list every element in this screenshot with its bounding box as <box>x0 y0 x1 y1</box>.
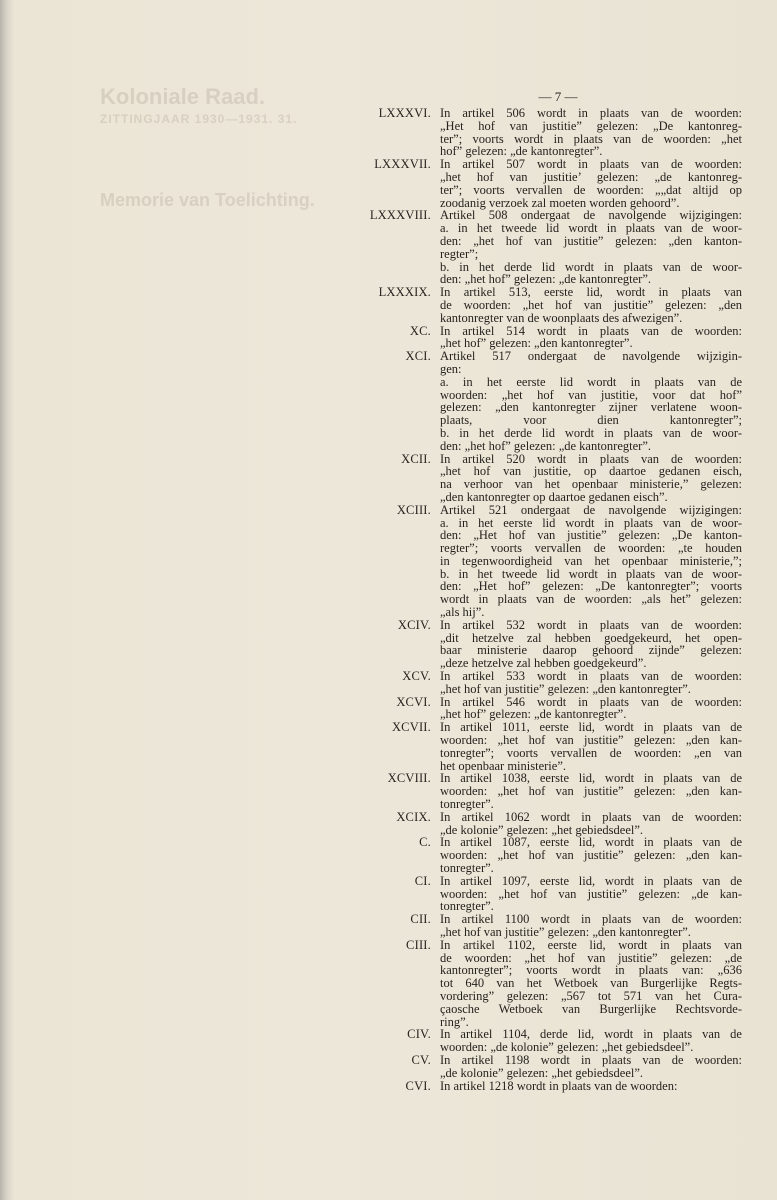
article-text <box>440 939 742 1029</box>
article-numeral: CIV. <box>407 1027 431 1042</box>
article-text-line: çaosche Wetboek van Burgerlijke Rechtsvorde- <box>440 1001 742 1016</box>
article-text <box>440 325 742 351</box>
article-numeral: CII. <box>410 912 431 927</box>
article-text-line: woorden: „het hof van justitie” gelezen: „den kan- <box>440 784 742 799</box>
article-text-line: ring”. <box>440 1014 469 1029</box>
article-entry <box>352 875 742 913</box>
article-entry <box>352 1054 742 1080</box>
article-text-line: zoodanig verzoek zal moeten worden gehoord”. <box>440 195 680 210</box>
article-text-line: tonregter”. <box>440 861 494 876</box>
article-entry <box>352 158 742 209</box>
article-text-line: gen: <box>440 361 462 376</box>
article-text-line: In artikel 513, eerste lid, wordt in plaats van <box>440 285 742 300</box>
article-entry <box>352 209 742 286</box>
article-text-line: wordt in plaats van de woorden: „als het” gelezen: <box>440 592 742 607</box>
article-text-line: „het hof van justitie, op daartoe gedanen eisch, <box>440 464 742 479</box>
article-text <box>440 670 742 696</box>
article-text-line: b. in het derde lid wordt in plaats van de woor- <box>440 259 742 274</box>
article-text <box>440 913 742 939</box>
article-text-line: In artikel 1097, eerste lid, wordt in plaats van de <box>440 873 742 888</box>
article-text-line: In artikel 1062 wordt in plaats van de woorden: <box>440 809 742 824</box>
article-text-line: In artikel 546 wordt in plaats van de woorden: <box>440 694 742 709</box>
article-text <box>440 721 742 772</box>
article-text <box>440 619 742 670</box>
article-numeral: CVI. <box>405 1078 431 1093</box>
article-text-line: a. in het eerste lid wordt in plaats van de woor- <box>440 515 742 530</box>
article-text-line: In artikel 506 wordt in plaats van de woorden: <box>440 106 742 120</box>
article-text-line: In artikel 1038, eerste lid, wordt in plaats van de <box>440 771 742 786</box>
article-entry <box>352 1080 742 1093</box>
article-text <box>440 772 742 810</box>
article-text-line: „het hof van justitie’ gelezen: „de kantonreg- <box>440 169 742 184</box>
article-numeral: XC. <box>409 323 431 338</box>
article-text-line: hof” gelezen: „de kantonregter”. <box>440 144 603 159</box>
article-text-line: „deze hetzelve zal hebben goedgekeurd”. <box>440 656 647 671</box>
article-text <box>440 350 742 452</box>
article-text <box>440 1080 742 1093</box>
article-text-line: „de kolonie” gelezen: „het gebiedsdeel”. <box>440 822 644 837</box>
article-text-line: tonregter”; voorts vervallen de woorden: „en van <box>440 745 742 760</box>
article-list <box>352 107 742 1093</box>
article-text-line: a. in het eerste lid wordt in plaats van de <box>440 374 742 389</box>
article-text-line: woorden: „het hof van justitie, voor dat hof” <box>440 387 742 402</box>
article-text-line: woorden: „het hof van justitie” gelezen: „den kan- <box>440 848 742 863</box>
article-text-line: den: „Het hof van justitie” gelezen: „De kanton- <box>440 528 742 543</box>
article-numeral: XCI. <box>405 349 431 364</box>
article-numeral: CIII. <box>406 937 431 952</box>
article-text-line: In artikel 1087, eerste lid, wordt in plaats van de <box>440 835 742 850</box>
article-text-line: b. in het tweede lid wordt in plaats van de woor- <box>440 566 742 581</box>
article-text <box>440 836 742 874</box>
article-text-line: In artikel 1218 wordt in plaats van de woorden: <box>440 1078 678 1093</box>
article-text-line: In artikel 532 wordt in plaats van de woorden: <box>440 617 742 632</box>
article-numeral: CI. <box>414 873 431 888</box>
article-numeral: LXXXVI. <box>378 106 431 120</box>
article-text <box>440 1054 742 1080</box>
article-entry <box>352 772 742 810</box>
article-text-line: regter”; voorts vervallen de woorden: „te houden <box>440 541 742 556</box>
article-entry <box>352 670 742 696</box>
article-text-line: plaats, voor dien kantonregter”; <box>440 413 742 428</box>
article-numeral: XCVIII. <box>387 771 431 786</box>
article-text-line: In artikel 520 wordt in plaats van de woorden: <box>440 451 742 466</box>
article-text <box>440 286 742 324</box>
article-numeral: LXXXVIII. <box>369 208 431 223</box>
article-text-line: woorden: „het hof van justitie” gelezen: „den kan- <box>440 733 742 748</box>
article-numeral: XCVI. <box>396 694 431 709</box>
article-text-line: in tegenwoordigheid van het openbaar ministerie,”; <box>440 553 742 568</box>
ghost-header-memo: Memorie van Toelichting. <box>100 190 315 210</box>
article-text-line: a. in het tweede lid wordt in plaats van de woor- <box>440 221 742 236</box>
article-text-line: de woorden: „het hof van justitie” gelezen: „de <box>440 950 742 965</box>
article-text-line: In artikel 507 wordt in plaats van de woorden: <box>440 157 742 172</box>
article-entry <box>352 107 742 158</box>
article-text-line: kantonregter”; voorts wordt in plaats van: „636 <box>440 963 742 978</box>
article-text-line: tonregter”. <box>440 797 494 812</box>
article-text-line: vordering” gelezen: „567 tot 571 van het Cura- <box>440 988 742 1003</box>
ghost-header-title: Koloniale Raad. <box>100 84 266 109</box>
article-text-line: „het hof van justitie” gelezen: „den kantonregter”. <box>440 925 691 939</box>
article-numeral: LXXXIX. <box>378 285 431 300</box>
article-text-line: ter”; voorts vervallen de woorden: „„dat altijd op <box>440 182 742 197</box>
article-text-line: „de kolonie” gelezen: „het gebiedsdeel”. <box>440 1065 644 1080</box>
article-text <box>440 209 742 286</box>
article-entry <box>352 453 742 504</box>
article-text <box>440 504 742 619</box>
article-text-line: In artikel 533 wordt in plaats van de woorden: <box>440 669 742 684</box>
article-text-line: woorden: „de kolonie” gelezen: „het gebiedsdeel”. <box>440 1040 694 1055</box>
article-entry <box>352 1028 742 1054</box>
article-text <box>440 158 742 209</box>
article-text-line: „dit hetzelve zal hebben goedgekeurd, het open- <box>440 630 742 645</box>
article-text-line: „het hof” gelezen: „de kantonregter”. <box>440 707 627 722</box>
article-numeral: XCII. <box>401 451 431 466</box>
article-entry <box>352 696 742 722</box>
article-text-line: In artikel 1104, derde lid, wordt in plaats van de <box>440 1027 742 1042</box>
article-entry <box>352 350 742 452</box>
article-text-line: In artikel 1011, eerste lid, wordt in plaats van de <box>440 720 742 735</box>
article-numeral: XCIX. <box>396 809 431 824</box>
article-text-line: In artikel 1100 wordt in plaats van de woorden: <box>440 912 742 927</box>
article-text-line: na verhoor van het openbaar ministerie,” gelezen: <box>440 477 742 492</box>
article-text <box>440 107 742 158</box>
article-entry <box>352 939 742 1029</box>
article-text-line: den: „het hof van justitie” gelezen: „den kanton- <box>440 233 742 248</box>
article-text-line: In artikel 514 wordt in plaats van de woorden: <box>440 323 742 338</box>
article-text-line: tot 640 van het Wetboek van Burgerlijke Regts- <box>440 976 742 991</box>
article-text <box>440 696 742 722</box>
article-text <box>440 453 742 504</box>
article-text-line: „als hij”. <box>440 605 485 620</box>
article-text-line: Artikel 517 ondergaat de navolgende wijzigin- <box>440 349 742 364</box>
article-text-line: regter”; <box>440 246 479 261</box>
article-text-line: tonregter”. <box>440 899 494 914</box>
article-text-line: „Het hof van justitie” gelezen: „De kantonreg- <box>440 118 742 133</box>
article-numeral: XCV. <box>402 669 431 684</box>
article-entry <box>352 721 742 772</box>
article-text-line: b. in het derde lid wordt in plaats van de woor- <box>440 425 742 440</box>
article-entry <box>352 619 742 670</box>
article-text-line: het openbaar ministerie”. <box>440 758 566 773</box>
article-text-line: Artikel 508 ondergaat de navolgende wijzigingen: <box>440 208 742 223</box>
article-numeral: XCIV. <box>397 617 431 632</box>
article-entry <box>352 836 742 874</box>
article-text-line: gelezen: „den kantonregter zijner verlatene woon- <box>440 400 742 415</box>
article-text-line: de woorden: „het hof van justitie” gelezen: „den <box>440 297 742 312</box>
article-text-line: den: „het hof” gelezen: „de kantonregter”. <box>440 438 651 453</box>
article-text <box>440 811 742 837</box>
article-text-line: In artikel 1198 wordt in plaats van de woorden: <box>440 1052 742 1067</box>
ghost-header-year: ZITTINGJAAR 1930—1931. 31. <box>100 112 298 126</box>
article-text-line: den: „Het hof” gelezen: „De kantonregter”; voorts <box>440 579 742 594</box>
article-text-line: „den kantonregter op daartoe gedanen eisch”. <box>440 489 668 504</box>
article-numeral: XCIII. <box>396 502 431 517</box>
article-numeral: C. <box>419 835 431 850</box>
article-entry <box>352 913 742 939</box>
article-text-line: kantonregter van de woonplaats des afwezigen”. <box>440 310 683 325</box>
article-numeral: XCVII. <box>391 720 431 735</box>
article-text-line: ter”; voorts wordt in plaats van de woorden: „het <box>440 131 742 146</box>
article-entry <box>352 811 742 837</box>
article-text-line: In artikel 1102, eerste lid, wordt in plaats van <box>440 937 742 952</box>
article-numeral: CV. <box>411 1052 431 1067</box>
article-text-line: Artikel 521 ondergaat de navolgende wijzigingen: <box>440 502 742 517</box>
article-entry <box>352 286 742 324</box>
article-text-line: „het hof van justitie” gelezen: „den kantonregter”. <box>440 681 691 696</box>
page-number: — 7 — <box>538 89 578 104</box>
article-text-line: den: „het hof” gelezen: „de kantonregter”. <box>440 272 651 287</box>
article-text <box>440 875 742 913</box>
article-text-line: baar ministerie daarop gehoord zijnde” gelezen: <box>440 643 742 658</box>
article-entry <box>352 325 742 351</box>
article-text-line: „het hof” gelezen: „den kantonregter”. <box>440 336 633 351</box>
article-text-line: woorden: „het hof van justitie” gelezen: „de kan- <box>440 886 742 901</box>
article-numeral: LXXXVII. <box>374 157 431 172</box>
article-entry <box>352 504 742 619</box>
article-text <box>440 1028 742 1054</box>
